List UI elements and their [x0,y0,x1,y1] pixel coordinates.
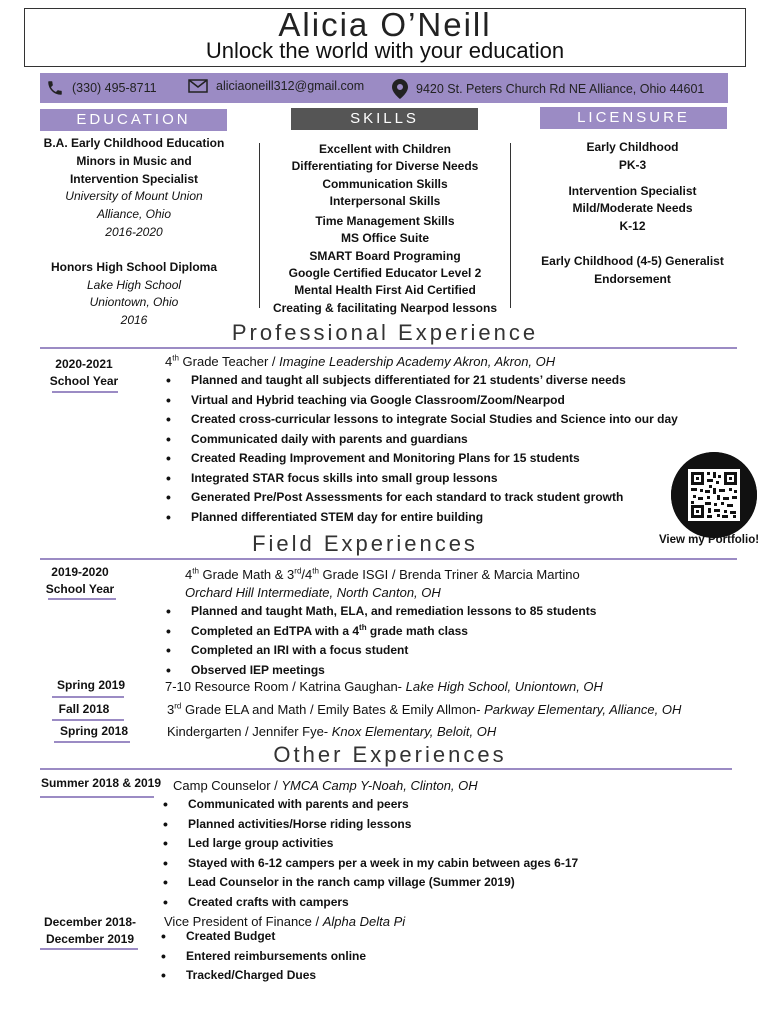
field-entry-1-date: Spring 2019 [56,678,126,692]
column-divider-left [259,143,260,308]
license-2-level: Mild/Moderate Needs [572,201,693,216]
education-column [22,135,246,330]
resume-name: Alicia O’Neill [278,6,492,43]
phone-text[interactable]: (330) 495-8711 [72,81,157,95]
field-entry-3: Kindergarten / Jennifer Fye- Knox Elementary, Beloit, OH [167,724,497,739]
professional-rule [40,347,737,349]
other-entry-2-date-end: December 2019 [45,932,135,946]
school-1-years: 2016-2020 [105,224,163,239]
skill-item: Google Certified Educator Level 2 [288,266,482,281]
list-item: • Planned activities/Horse riding lessons [163,815,578,835]
contact-email [188,79,364,93]
other-entry-1-bullets [163,795,578,912]
list-item: • Planned and taught all subjects differentiated for 21 students’ diverse needs [166,371,678,391]
list-item: • Integrated STAR focus skills into small group lessons [166,469,678,489]
skill-item: Excellent with Children [318,142,452,156]
date-underline [48,598,116,600]
list-item: • Created crafts with campers [163,893,578,913]
licensure-heading: LICENSURE [540,107,727,129]
list-item: • Communicated with parents and peers [163,795,578,815]
field-bullets [166,602,596,680]
field-entry-3-date: Spring 2018 [59,724,129,738]
list-item: • Observed IEP meetings [166,661,596,681]
professional-bullets [166,371,678,527]
professional-job-title: 4th Grade Teacher / Imagine Leadership Academy Akron, Akron, OH [165,353,556,369]
license-3-type: Endorsement [594,271,671,286]
field-rule [40,558,737,560]
degree-1-specialist: Intervention Specialist [69,171,199,186]
field-entry-2: 3rd Grade ELA and Math / Emily Bates & Emily Allmon- Parkway Elementary, Alliance, OH [167,701,682,717]
licensure-column [520,139,745,289]
other-entry-1: Camp Counselor / YMCA Camp Y-Noah, Clinton, OH [173,778,478,793]
contact-bar [40,73,728,103]
skill-item: Time Management Skills [315,214,455,229]
date-underline [40,948,138,950]
location-pin-icon [392,79,408,99]
list-item: • Completed an EdTPA with a 4th grade math class [166,622,596,642]
column-divider-right [510,143,511,308]
field-experiences-heading: Field Experiences [252,531,478,556]
qr-caption: View my Portfolio! [658,534,760,546]
date-underline [52,719,124,721]
other-entry-2-date-start: December 2018- [43,915,137,929]
degree-1: B.A. Early Childhood Education [43,136,225,150]
email-text[interactable]: aliciaoneill312@gmail.com [216,79,365,93]
field-job-org: Orchard Hill Intermediate, North Canton, OH [185,585,441,600]
contact-phone [46,79,157,97]
list-item: • Completed an IRI with a focus student [166,641,596,661]
skill-item: Differentiating for Diverse Needs [291,159,479,174]
phone-icon [46,79,64,97]
education-heading: EDUCATION [40,109,227,131]
qr-code-icon [671,452,757,538]
date-underline [40,796,154,798]
other-entry-1-date: Summer 2018 & 2019 [40,776,162,790]
envelope-icon [188,79,208,93]
date-underline [52,696,124,698]
field-job-title: 4th Grade Math & 3rd/4th Grade ISGI / Brenda Triner & Marcia Martino [185,566,580,582]
skill-item: SMART Board Programing [309,248,461,263]
field-date-label: School Year [45,582,115,596]
professional-date-years: 2020-2021 [55,357,113,371]
school-1-location: Alliance, Ohio [96,207,172,222]
list-item: • Lead Counselor in the ranch camp village (Summer 2019) [163,873,578,893]
professional-date [44,356,124,390]
skill-item: Creating & facilitating Nearpod lessons [272,300,498,315]
address-text: 9420 St. Peters Church Rd NE Alliance, Ohio 44601 [416,82,705,96]
degree-2: Honors High School Diploma [50,259,217,274]
list-item: • Created Budget [161,927,366,947]
list-item: • Generated Pre/Post Assessments for each standard to track student growth [166,488,678,508]
resume-tagline: Unlock the world with your education [205,38,565,63]
school-1: University of Mount Union [65,189,203,204]
license-2: Intervention Specialist [568,183,697,198]
skills-heading: SKILLS [291,108,478,130]
school-2: Lake High School [86,277,182,292]
other-entry-2: Vice President of Finance / Alpha Delta Pi [164,914,406,929]
field-entry-1: 7-10 Resource Room / Katrina Gaughan- Lake High School, Uniontown, OH [165,679,603,694]
field-date-years: 2019-2020 [51,565,109,579]
degree-1-minor: Minors in Music and [76,153,192,168]
license-2-grades: K-12 [619,219,646,234]
other-entry-2-date [38,914,142,948]
list-item: • Communicated daily with parents and guardians [166,430,678,450]
school-2-year: 2016 [120,313,148,328]
list-item: • Planned differentiated STEM day for entire building [166,508,678,528]
list-item: • Stayed with 6-12 campers per a week in my cabin between ages 6-17 [163,854,578,874]
school-2-location: Uniontown, Ohio [89,295,179,310]
skill-item: MS Office Suite [340,231,429,246]
list-item: • Planned and taught Math, ELA, and remediation lessons to 85 students [166,602,596,622]
skill-item: Interpersonal Skills [329,193,441,208]
list-item: • Created cross-curricular lessons to integrate Social Studies and Science into our day [166,410,678,430]
license-1: Early Childhood [586,140,679,154]
other-entry-2-bullets [161,927,366,986]
skills-column [262,141,508,317]
portfolio-qr-code[interactable] [671,452,757,538]
list-item: • Tracked/Charged Dues [161,966,366,986]
field-date [40,564,120,598]
list-item: • Led large group activities [163,834,578,854]
professional-experience-heading: Professional Experience [231,320,539,345]
license-1-grades: PK-3 [618,157,647,172]
license-3: Early Childhood (4-5) Generalist [541,253,724,268]
list-item: • Created Reading Improvement and Monitoring Plans for 15 students [166,449,678,469]
skill-item: Mental Health First Aid Certified [294,283,476,298]
other-rule [40,768,732,770]
field-entry-2-date: Fall 2018 [58,702,110,716]
other-experiences-heading: Other Experiences [273,742,507,767]
list-item: • Entered reimbursements online [161,947,366,967]
list-item: • Virtual and Hybrid teaching via Google Classroom/Zoom/Nearpod [166,391,678,411]
contact-address [392,79,704,99]
skill-item: Communication Skills [322,176,448,191]
professional-date-label: School Year [49,374,119,388]
date-underline [52,391,118,393]
